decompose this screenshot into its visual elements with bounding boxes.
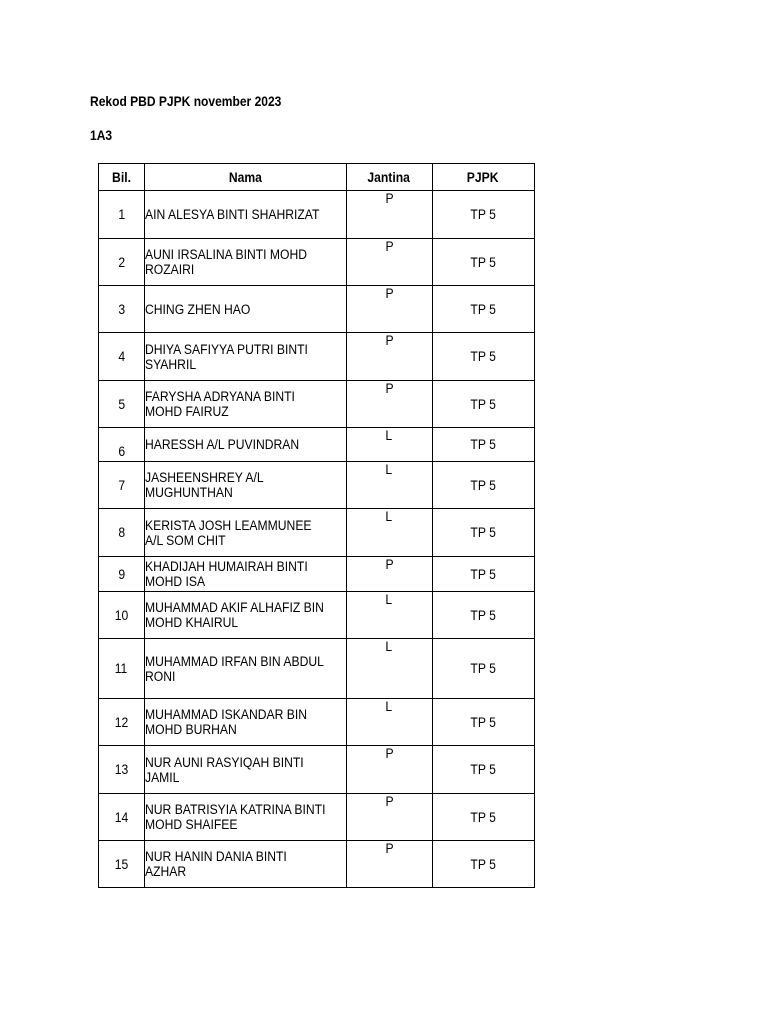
student-record-table (98, 163, 535, 888)
cell-bil: 2 (99, 239, 145, 286)
table-row (99, 639, 535, 699)
cell-bil: 7 (99, 462, 145, 509)
cell-jantina: L (346, 428, 432, 462)
cell-pjpk: TP 5 (432, 746, 534, 794)
table-row (99, 794, 535, 841)
cell-nama: NUR BATRISYIA KATRINA BINTI MOHD SHAIFEE (145, 794, 347, 841)
header-jantina: Jantina (346, 164, 432, 191)
cell-jantina: P (346, 794, 432, 841)
table-row (99, 509, 535, 557)
cell-pjpk: TP 5 (432, 239, 534, 286)
cell-nama: MUHAMMAD IRFAN BIN ABDUL RONI (145, 639, 347, 699)
table-row (99, 746, 535, 794)
cell-bil: 12 (99, 699, 145, 746)
cell-jantina: L (346, 592, 432, 639)
cell-jantina: P (346, 333, 432, 381)
cell-bil: 8 (99, 509, 145, 557)
cell-nama: KHADIJAH HUMAIRAH BINTI MOHD ISA (145, 557, 347, 592)
table-row (99, 239, 535, 286)
cell-bil: 15 (99, 841, 145, 888)
table-row (99, 462, 535, 509)
table-row (99, 699, 535, 746)
cell-pjpk: TP 5 (432, 592, 534, 639)
cell-jantina: P (346, 746, 432, 794)
cell-nama: MUHAMMAD ISKANDAR BIN MOHD BURHAN (145, 699, 347, 746)
cell-jantina: P (346, 239, 432, 286)
header-nama: Nama (145, 164, 347, 191)
class-label: 1A3 (90, 127, 113, 143)
cell-bil: 9 (99, 557, 145, 592)
table-header-row (99, 164, 535, 191)
cell-nama: FARYSHA ADRYANA BINTI MOHD FAIRUZ (145, 381, 347, 428)
cell-nama: MUHAMMAD AKIF ALHAFIZ BIN MOHD KHAIRUL (145, 592, 347, 639)
cell-jantina: P (346, 191, 432, 239)
cell-pjpk: TP 5 (432, 462, 534, 509)
cell-bil: 13 (99, 746, 145, 794)
cell-jantina: L (346, 462, 432, 509)
cell-nama: NUR HANIN DANIA BINTI AZHAR (145, 841, 347, 888)
cell-bil: 14 (99, 794, 145, 841)
cell-nama: KERISTA JOSH LEAMMUNEE A/L SOM CHIT (145, 509, 347, 557)
cell-pjpk: TP 5 (432, 794, 534, 841)
table-row (99, 557, 535, 592)
table-row (99, 428, 535, 462)
cell-jantina: L (346, 699, 432, 746)
cell-jantina: L (346, 639, 432, 699)
cell-bil: 5 (99, 381, 145, 428)
cell-jantina: L (346, 509, 432, 557)
table-row (99, 191, 535, 239)
cell-nama: AUNI IRSALINA BINTI MOHD ROZAIRI (145, 239, 347, 286)
cell-bil: 6 (99, 428, 145, 462)
cell-pjpk: TP 5 (432, 639, 534, 699)
cell-bil: 4 (99, 333, 145, 381)
cell-pjpk: TP 5 (432, 509, 534, 557)
cell-pjpk: TP 5 (432, 428, 534, 462)
cell-pjpk: TP 5 (432, 381, 534, 428)
cell-pjpk: TP 5 (432, 699, 534, 746)
cell-pjpk: TP 5 (432, 191, 534, 239)
cell-jantina: P (346, 381, 432, 428)
cell-bil: 1 (99, 191, 145, 239)
cell-bil: 11 (99, 639, 145, 699)
table-row (99, 381, 535, 428)
cell-bil: 10 (99, 592, 145, 639)
table-row (99, 333, 535, 381)
header-bil: Bil. (99, 164, 145, 191)
cell-jantina: P (346, 557, 432, 592)
table-row (99, 286, 535, 333)
table-row (99, 592, 535, 639)
cell-jantina: P (346, 286, 432, 333)
cell-nama: JASHEENSHREY A/L MUGHUNTHAN (145, 462, 347, 509)
table-row (99, 841, 535, 888)
cell-nama: AIN ALESYA BINTI SHAHRIZAT (145, 191, 347, 239)
cell-pjpk: TP 5 (432, 333, 534, 381)
cell-pjpk: TP 5 (432, 286, 534, 333)
cell-pjpk: TP 5 (432, 841, 534, 888)
header-pjpk: PJPK (432, 164, 534, 191)
cell-nama: DHIYA SAFIYYA PUTRI BINTI SYAHRIL (145, 333, 347, 381)
cell-bil: 3 (99, 286, 145, 333)
cell-nama: NUR AUNI RASYIQAH BINTI JAMIL (145, 746, 347, 794)
cell-nama: CHING ZHEN HAO (145, 286, 347, 333)
document-title: Rekod PBD PJPK november 2023 (90, 93, 282, 109)
cell-jantina: P (346, 841, 432, 888)
cell-pjpk: TP 5 (432, 557, 534, 592)
cell-nama: HARESSH A/L PUVINDRAN (145, 428, 347, 462)
